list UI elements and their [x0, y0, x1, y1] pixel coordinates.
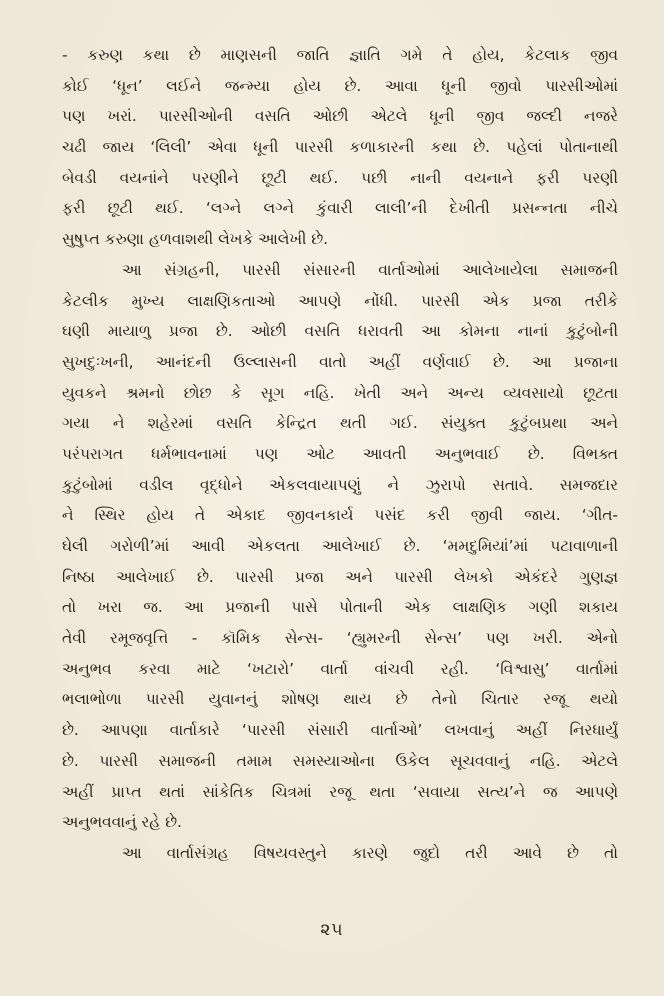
text-line: તો ખરા જ. આ પ્રજાની પાસે પોતાની એક લાક્ષણિક ગણી શકાય — [62, 598, 618, 617]
text-line: પણ ખરાં. પારસીઓની વસતિ ઓછી એટલે ધૂની જીવ જલ્દી નજરે — [62, 107, 618, 126]
text-line: બેવડી વયનાંને પરણીને છૂટી થઈ. પછી નાની વયનાને ફરી પરણી — [62, 168, 618, 187]
text-line: કોઈ ‘ધૂન’ લઈને જન્મ્યા હોય છે. આવા ધૂની જીવો પારસીઓમાં — [62, 76, 618, 95]
text-line: પરંપરાગત ધર્મભાવનામાં પણ ઓટ આવતી અનુભવાઈ છે. વિભક્ત — [62, 444, 618, 463]
text-line: ઘણી માયાળુ પ્રજા છે. ઓછી વસતિ ધરાવતી આ કોમના નાનાં કુટુંબોની — [62, 322, 618, 341]
text-line: યુવકને શ્રમનો છોછ કે સૂગ નહિ. ખેતી અને અન્ય વ્યવસાયો છૂટતા — [62, 383, 618, 402]
text-line: કુટુંબોમાં વડીલ વૃદ્ધોને એકલવાયાપણું ને ઝુરાપો સતાવે. સમજદાર — [62, 475, 618, 494]
text-line: ભલાભોળા પારસી યુવાનનું શોષણ થાય છે તેનો ચિતાર રજૂ થયો — [62, 690, 618, 709]
text-line: સુખદુઃખની, આનંદની ઉલ્લાસની વાતો અહીં વર્ણવાઈ છે. આ પ્રજાના — [62, 352, 618, 371]
text-line: સુષુપ્ત કરુણા હળવાશથી લેખકે આલેખી છે. — [62, 230, 329, 249]
paragraph-start-line: આ વાર્તાસંગ્રહ વિષયવસ્તુને કારણે જુદો તરી આવે છે તો — [122, 843, 618, 862]
text-line: અનુભવ કરવા માટે ‘ખટારો’ વાર્તા વાંચવી રહી. ‘વિશ્વાસુ’ વાર્તામાં — [62, 659, 618, 678]
text-line: છે. પારસી સમાજની તમામ સમસ્યાઓના ઉકેલ સૂચવવાનું નહિ. એટલે — [62, 751, 618, 770]
paragraph-start-line: આ સંગ્રહની, પારસી સંસારની વાર્તાઓમાં આલેખાયેલા સમાજની — [122, 260, 618, 279]
text-line: ગયા ને શહેરમાં વસતિ કેન્દ્રિત થતી ગઈ. સંયુક્ત કુટુંબપ્રથા અને — [62, 414, 618, 433]
body-text — [62, 40, 618, 869]
text-line: - કરુણ કથા છે માણસની જાતિ જ્ઞાતિ ગમે તે હોય, કેટલાક જીવ — [62, 46, 618, 64]
text-line: ને સ્થિર હોય તે એકાદ જીવનકાર્ય પસંદ કરી જીવી જાય. ‘ગીત- — [62, 506, 618, 525]
text-line: ચઢી જાય ‘લિલી’ એવા ધૂની પારસી કળાકારની કથા છે. પહેલાં પોતાનાથી — [62, 138, 618, 157]
page-number: ૨૫ — [320, 920, 344, 940]
text-line: અહીં પ્રાપ્ત થતાં સાંકેતિક ચિત્રમાં રજૂ થતા ‘સવાયા સત્ય’ને જ આપણે — [62, 782, 618, 801]
text-line: કેટલીક મુખ્ય લાક્ષણિકતાઓ આપણે નોંધી. પારસી એક પ્રજા તરીકે — [62, 291, 618, 310]
text-line: છે. આપણા વાર્તાકારે ‘પારસી સંસારી વાર્તાઓ’ લખવાનું અહીં નિરધાર્યું — [62, 721, 618, 740]
text-line: તેવી રમૂજવૃત્તિ - કૉમિક સેન્સ- ‘હ્યુમરની સેન્સ’ પણ ખરી. એનો — [62, 629, 618, 648]
text-line: નિષ્ઠા આલેખાઈ છે. પારસી પ્રજા અને પારસી લેખકો એકંદરે ગુણજ્ઞ — [62, 567, 618, 586]
text-line: ફરી છૂટી થઈ. ‘લગ્ને લગ્ને કુંવારી લાલી’ની દેખીતી પ્રસન્નતા નીચે — [62, 199, 618, 218]
text-line: ઘેલી ગરોળી’માં આવી એકલતા આલેખાઈ છે. ‘મમદુમિયાં’માં પટાવાળાની — [62, 537, 618, 555]
text-line: અનુભવવાનું રહે છે. — [62, 813, 182, 832]
